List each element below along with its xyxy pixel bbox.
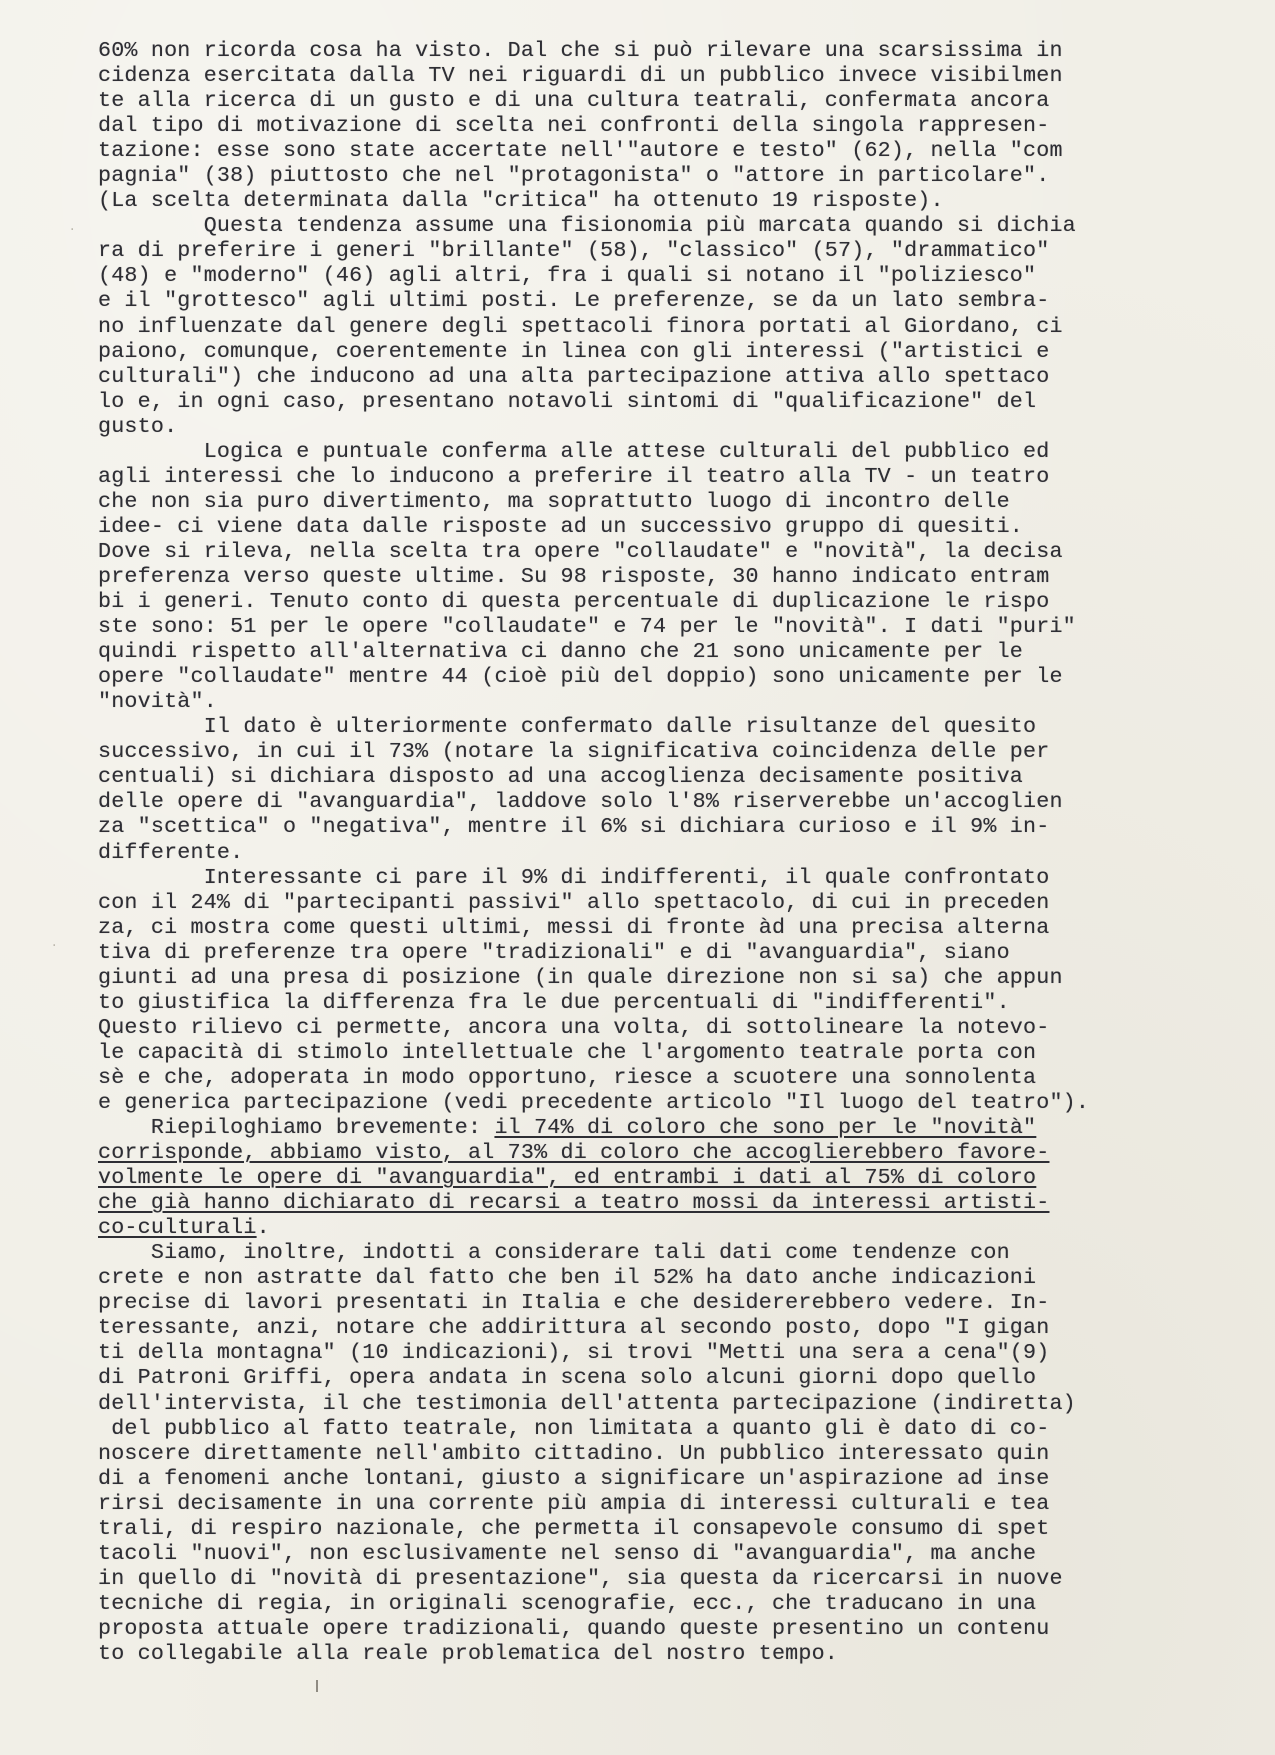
text-line-content: delle opere di "avanguardia", laddove solo l'8% riserverebbe un'accoglien bbox=[98, 789, 1063, 815]
text-line-content: ti della montagna" (10 indicazioni), si trovi "Metti una sera a cena"(9) bbox=[98, 1340, 1050, 1366]
text-line-content: pagnia" (38) piuttosto che nel "protagonista" o "attore in particolare". bbox=[98, 163, 1050, 189]
text-line-content: Interessante ci pare il 9% di indifferenti, il quale confrontato bbox=[98, 864, 1050, 890]
text-line-content: giunti ad una presa di posizione (in quale direzione non si sa) che appun bbox=[98, 964, 1063, 990]
text-line-content: tacoli "nuovi", non esclusivamente nel senso di "avanguardia", ma anche bbox=[98, 1540, 1037, 1566]
text-line bbox=[98, 764, 1238, 789]
text-line-content: (48) e "moderno" (46) agli altri, fra i quali si notano il "poliziesco" bbox=[98, 263, 1037, 289]
text-line bbox=[98, 414, 1238, 439]
text-line bbox=[98, 1315, 1238, 1340]
text-line bbox=[98, 689, 1238, 714]
margin-speck: · bbox=[52, 938, 57, 954]
text-line bbox=[98, 1416, 1238, 1441]
text-line bbox=[98, 213, 1238, 238]
text-line bbox=[98, 564, 1238, 589]
text-line bbox=[98, 489, 1238, 514]
text-line bbox=[98, 1215, 1238, 1240]
margin-speck: · bbox=[70, 222, 75, 238]
text-line-content: Il dato è ulteriormente confermato dalle risultanze del quesito bbox=[98, 714, 1037, 740]
text-line-content: proposta attuale opere tradizionali, quando queste presentino un contenu bbox=[98, 1615, 1050, 1641]
underlined-text: che già hanno dichiarato di recarsi a teatro mossi da interessi artisti- bbox=[98, 1190, 1050, 1216]
text-line bbox=[98, 464, 1238, 489]
text-line bbox=[98, 865, 1238, 890]
text-line bbox=[98, 389, 1238, 414]
text-line bbox=[98, 1240, 1238, 1265]
text-line bbox=[98, 714, 1238, 739]
text-line-content: Logica e puntuale conferma alle attese culturali del pubblico ed bbox=[98, 438, 1050, 464]
text-line bbox=[98, 113, 1238, 138]
text-line bbox=[98, 163, 1238, 188]
text-line-content: 60% non ricorda cosa ha visto. Dal che si può rilevare una scarsissima in bbox=[98, 38, 1063, 63]
text-line-content: quindi rispetto all'alternativa ci danno che 21 sono unicamente per le bbox=[98, 639, 1024, 665]
text-line bbox=[98, 1441, 1238, 1466]
text-line-content: Riepiloghiamo brevemente: bbox=[98, 1115, 495, 1141]
text-line bbox=[98, 1566, 1238, 1591]
text-line-content: (La scelta determinata dalla "critica" ha ottenuto 19 risposte). bbox=[98, 188, 944, 214]
text-line-content: in quello di "novità di presentazione", sia questa da ricercarsi in nuove bbox=[98, 1565, 1063, 1591]
text-line-content: ra di preferire i generi "brillante" (58), "classico" (57), "drammatico" bbox=[98, 238, 1050, 264]
text-line bbox=[98, 138, 1238, 163]
text-line bbox=[98, 589, 1238, 614]
text-line-content: to giustifica la differenza fra le due percentuali di "indifferenti". bbox=[98, 989, 1010, 1015]
text-line bbox=[98, 1065, 1238, 1090]
text-line-content: sè e che, adoperata in modo opportuno, riesce a scuotere una sonnolenta bbox=[98, 1064, 1037, 1090]
text-line-content: idee- ci viene data dalle risposte ad un successivo gruppo di quesiti. bbox=[98, 513, 1024, 539]
underlined-text: volmente le opere di "avanguardia", ed entrambi i dati al 75% di coloro bbox=[98, 1165, 1037, 1191]
text-line bbox=[98, 1491, 1238, 1516]
text-line-content: lo e, in ogni caso, presentano notavoli sintomi di "qualificazione" del bbox=[98, 388, 1037, 414]
text-line bbox=[98, 1015, 1238, 1040]
text-line-content: e il "grottesco" agli ultimi posti. Le preferenze, se da un lato sembra- bbox=[98, 288, 1050, 314]
text-line-content: ste sono: 51 per le opere "collaudate" e 74 per le "novità". I dati "puri" bbox=[98, 614, 1076, 640]
text-line bbox=[98, 514, 1238, 539]
text-line bbox=[98, 1265, 1238, 1290]
text-line-content: differente. bbox=[98, 839, 244, 865]
text-line bbox=[98, 1365, 1238, 1390]
text-line bbox=[98, 1290, 1238, 1315]
text-line-content: paiono, comunque, coerentemente in linea con gli interessi ("artistici e bbox=[98, 338, 1050, 364]
underlined-text: corrisponde, abbiamo visto, al 73% di coloro che accoglierebbero favore- bbox=[98, 1140, 1050, 1166]
text-line bbox=[98, 339, 1238, 364]
text-line-content: culturali") che inducono ad una alta partecipazione attiva allo spettaco bbox=[98, 363, 1050, 389]
text-line bbox=[98, 1340, 1238, 1365]
text-line-content: tazione: esse sono state accertate nell'"autore e testo" (62), nella "com bbox=[98, 138, 1063, 164]
text-line bbox=[98, 890, 1238, 915]
text-line bbox=[98, 1140, 1238, 1165]
text-line bbox=[98, 965, 1238, 990]
text-line-content: teressante, anzi, notare che addirittura al secondo posto, dopo "I gigan bbox=[98, 1315, 1050, 1341]
text-line bbox=[98, 288, 1238, 313]
text-line-content: cidenza esercitata dalla TV nei riguardi di un pubblico invece visibilmen bbox=[98, 63, 1063, 89]
text-line bbox=[98, 314, 1238, 339]
text-line bbox=[98, 1641, 1238, 1666]
text-line bbox=[98, 639, 1238, 664]
text-line-content: preferenza verso queste ultime. Su 98 risposte, 30 hanno indicato entram bbox=[98, 563, 1050, 589]
underlined-text: il 74% di coloro che sono per le "novità" bbox=[494, 1115, 1037, 1141]
text-line-content: Dove si rileva, nella scelta tra opere "collaudate" e "novità", la decisa bbox=[98, 538, 1063, 564]
text-line bbox=[98, 88, 1238, 113]
text-line-content: za "scettica" o "negativa", mentre il 6% si dichiara curioso e il 9% in- bbox=[98, 814, 1050, 840]
text-line bbox=[98, 1040, 1238, 1065]
text-line bbox=[98, 188, 1238, 213]
text-line-content: to collegabile alla reale problematica del nostro tempo. bbox=[98, 1641, 839, 1666]
text-line bbox=[98, 1591, 1238, 1616]
text-line bbox=[98, 1391, 1238, 1416]
text-line-tail: . bbox=[256, 1215, 270, 1241]
text-line-content: bi i generi. Tenuto conto di questa percentuale di duplicazione le rispo bbox=[98, 589, 1050, 615]
text-line bbox=[98, 1616, 1238, 1641]
text-line bbox=[98, 840, 1238, 865]
text-line bbox=[98, 1090, 1238, 1115]
text-line bbox=[98, 915, 1238, 940]
text-line bbox=[98, 940, 1238, 965]
text-line-content: te alla ricerca di un gusto e di una cultura teatrali, confermata ancora bbox=[98, 88, 1050, 114]
text-line-content: che non sia puro divertimento, ma soprattutto luogo di incontro delle bbox=[98, 488, 1010, 514]
text-line bbox=[98, 739, 1238, 764]
text-line-content: "novità". bbox=[98, 689, 217, 715]
text-line bbox=[98, 238, 1238, 263]
text-line-content: no influenzate dal genere degli spettacoli finora portati al Giordano, ci bbox=[98, 313, 1063, 339]
text-line-content: e generica partecipazione (vedi precedente articolo "Il luogo del teatro"). bbox=[98, 1089, 1090, 1115]
text-line bbox=[98, 63, 1238, 88]
text-line-content: trali, di respiro nazionale, che permetta il consapevole consumo di spet bbox=[98, 1515, 1050, 1541]
text-line-content: Questa tendenza assume una fisionomia più marcata quando si dichia bbox=[98, 213, 1076, 239]
text-line bbox=[98, 1190, 1238, 1215]
text-line-content: rirsi decisamente in una corrente più ampia di interessi culturali e tea bbox=[98, 1490, 1050, 1516]
text-line-content: del pubblico al fatto teatrale, non limitata a quanto gli è dato di co- bbox=[98, 1415, 1050, 1441]
text-line-content: di Patroni Griffi, opera andata in scena solo alcuni giorni dopo quello bbox=[98, 1365, 1037, 1391]
text-line bbox=[98, 364, 1238, 389]
text-line-content: dell'intervista, il che testimonia dell'attenta partecipazione (indiretta) bbox=[98, 1390, 1076, 1416]
text-line-content: successivo, in cui il 73% (notare la significativa coincidenza delle per bbox=[98, 739, 1050, 765]
text-line bbox=[98, 1165, 1238, 1190]
text-line bbox=[98, 1541, 1238, 1566]
text-line-content: tiva di preferenze tra opere "tradizionali" e di "avanguardia", siano bbox=[98, 939, 1010, 965]
text-line-content: precise di lavori presentati in Italia e che desidererebbero vedere. In- bbox=[98, 1290, 1050, 1316]
text-line-content: noscere direttamente nell'ambito cittadino. Un pubblico interessato quin bbox=[98, 1440, 1050, 1466]
text-line bbox=[98, 439, 1238, 464]
text-line bbox=[98, 539, 1238, 564]
text-line-content: agli interessi che lo inducono a preferire il teatro alla TV - un teatro bbox=[98, 463, 1050, 489]
text-line-content: con il 24% di "partecipanti passivi" allo spettacolo, di cui in preceden bbox=[98, 889, 1050, 915]
text-line bbox=[98, 990, 1238, 1015]
page-mark bbox=[316, 1680, 318, 1692]
text-line-content: dal tipo di motivazione di scelta nei confronti della singola rappresen- bbox=[98, 113, 1050, 139]
text-line-content: tecniche di regia, in originali scenografie, ecc., che traducano in una bbox=[98, 1590, 1037, 1616]
text-line bbox=[98, 614, 1238, 639]
text-line bbox=[98, 814, 1238, 839]
text-line-content: za, ci mostra come questi ultimi, messi di fronte àd una precisa alterna bbox=[98, 914, 1050, 940]
text-line bbox=[98, 38, 1238, 63]
typewritten-body-text bbox=[98, 38, 1238, 1666]
text-line bbox=[98, 789, 1238, 814]
underlined-text: co-culturali bbox=[98, 1215, 257, 1241]
text-line bbox=[98, 263, 1238, 288]
text-line-content: le capacità di stimolo intellettuale che l'argomento teatrale porta con bbox=[98, 1039, 1037, 1065]
text-line-content: di a fenomeni anche lontani, giusto a significare un'aspirazione ad inse bbox=[98, 1465, 1050, 1491]
text-line bbox=[98, 664, 1238, 689]
text-line bbox=[98, 1466, 1238, 1491]
text-line-content: centuali) si dichiara disposto ad una accoglienza decisamente positiva bbox=[98, 764, 1024, 790]
text-line bbox=[98, 1115, 1238, 1140]
text-line-content: Siamo, inoltre, indotti a considerare tali dati come tendenze con bbox=[98, 1240, 1010, 1266]
text-line-content: gusto. bbox=[98, 413, 178, 439]
text-line-content: Questo rilievo ci permette, ancora una volta, di sottolineare la notevo- bbox=[98, 1014, 1050, 1040]
text-line-content: crete e non astratte dal fatto che ben il 52% ha dato anche indicazioni bbox=[98, 1265, 1037, 1291]
text-line bbox=[98, 1516, 1238, 1541]
text-line-content: opere "collaudate" mentre 44 (cioè più del doppio) sono unicamente per le bbox=[98, 664, 1063, 690]
